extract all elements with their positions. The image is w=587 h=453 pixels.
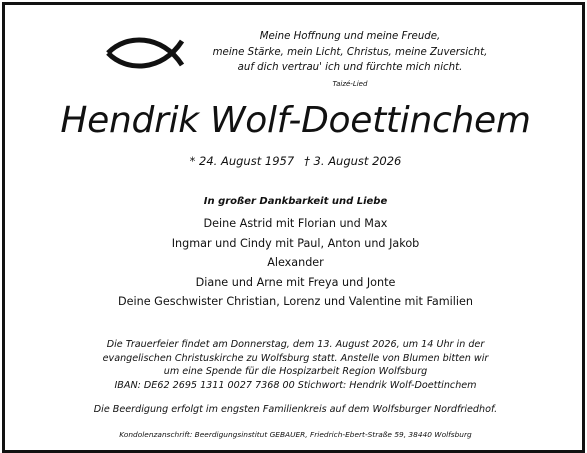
quote-line: auf dich vertrau' ich und fürchte mich nicht. <box>237 62 463 73</box>
donation-iban: IBAN: DE62 2695 1311 0027 7368 00 Stichwort: Hendrik Wolf-Doettinchem <box>114 379 477 391</box>
obituary-frame <box>2 2 585 453</box>
quote-source: Taizé-Lied <box>332 79 368 88</box>
service-line: Die Trauerfeier findet am Donnerstag, dem 13. August 2026, um 14 Uhr in der <box>106 339 485 350</box>
mourner-line: Deine Astrid mit Florian und Max <box>203 217 388 230</box>
condolence-address: Kondolenzanschrift: Beerdigungsinstitut GEBAUER, Friedrich-Ebert-Straße 59, 38440 Wolfsburg <box>119 430 472 439</box>
service-details <box>5 338 586 392</box>
mourner-line: Alexander <box>267 256 324 270</box>
service-line: evangelischen Christuskirche zu Wolfsburg statt. Anstelle von Blumen bitten wir <box>102 352 489 364</box>
mourner-line: Diane und Arne mit Freya und Jonte <box>195 275 396 289</box>
mourner-line: Ingmar und Cindy mit Paul, Anton und Jakob <box>171 236 420 250</box>
quote-block <box>205 29 495 89</box>
burial-note: Die Beerdigung erfolgt im engsten Familienkreis auf dem Wolfsburger Nordfriedhof. <box>93 404 498 415</box>
quote-line: Meine Hoffnung und meine Freude, <box>259 31 441 42</box>
service-line: um eine Spende für die Hospizarbeit Region Wolfsburg <box>163 366 428 378</box>
death-date: † 3. August 2026 <box>304 154 402 168</box>
mourner-line: Deine Geschwister Christian, Lorenz und Valentine mit Familien <box>118 295 473 309</box>
ichthys-fish-icon <box>104 33 196 73</box>
life-dates <box>5 153 586 169</box>
birth-date: * 24. August 1957 <box>189 154 295 168</box>
deceased-name: Hendrik Wolf-Doettinchem <box>60 100 531 141</box>
quote-line: meine Stärke, mein Licht, Christus, meine Zuversicht, <box>212 46 488 58</box>
mourners-intro: In großer Dankbarkeit und Liebe <box>203 196 388 207</box>
mourners-list <box>5 214 586 312</box>
